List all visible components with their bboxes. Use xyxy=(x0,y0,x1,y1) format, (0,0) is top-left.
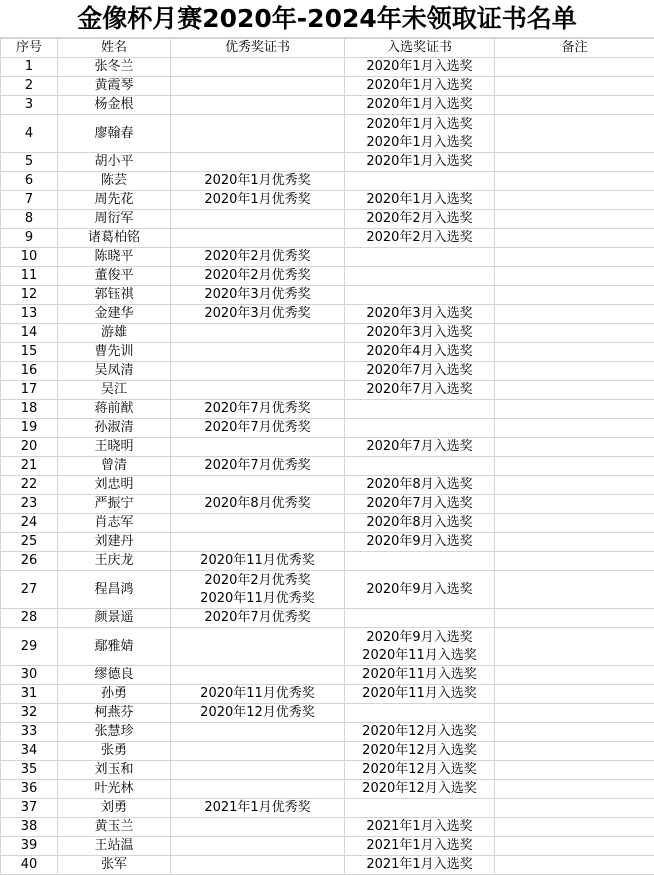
cell-name[interactable]: 刘勇 xyxy=(58,799,171,818)
cell-excellent[interactable] xyxy=(171,381,345,400)
excellent-award-text: 2020年3月优秀奖 xyxy=(204,306,311,321)
cell-selected[interactable] xyxy=(345,381,495,400)
table-row xyxy=(1,77,654,96)
cell-excellent[interactable] xyxy=(171,799,345,818)
selected-award-text: 2020年12月入选奖 xyxy=(362,781,477,796)
cell-note[interactable] xyxy=(495,685,654,704)
cell-name[interactable]: 肖志军 xyxy=(58,514,171,533)
cell-note[interactable] xyxy=(495,115,654,153)
cell-excellent[interactable] xyxy=(171,457,345,476)
cell-name[interactable]: 严振宁 xyxy=(58,495,171,514)
cell-excellent[interactable] xyxy=(171,856,345,875)
cell-note[interactable] xyxy=(495,742,654,761)
cell-no[interactable]: 3 xyxy=(1,96,58,115)
cell-no[interactable]: 32 xyxy=(1,704,58,723)
excellent-award-text: 2020年7月优秀奖 xyxy=(204,610,311,625)
cell-name[interactable]: 金建华 xyxy=(58,305,171,324)
cell-excellent[interactable] xyxy=(171,286,345,305)
cell-name[interactable]: 周先花 xyxy=(58,191,171,210)
excellent-award-text: 2020年1月优秀奖 xyxy=(204,173,311,188)
cell-name[interactable]: 张慧珍 xyxy=(58,723,171,742)
table-row xyxy=(1,229,654,248)
table-row xyxy=(1,666,654,685)
cell-selected[interactable] xyxy=(345,438,495,457)
excellent-award-text: 2020年7月优秀奖 xyxy=(204,401,311,416)
excellent-award-text: 2021年1月优秀奖 xyxy=(204,800,311,815)
cell-no[interactable]: 30 xyxy=(1,666,58,685)
cell-excellent[interactable] xyxy=(171,305,345,324)
cell-excellent[interactable] xyxy=(171,571,345,609)
cell-excellent[interactable] xyxy=(171,58,345,77)
cell-note[interactable] xyxy=(495,514,654,533)
cell-excellent[interactable] xyxy=(171,533,345,552)
excellent-award-text: 2020年3月优秀奖 xyxy=(204,287,311,302)
excellent-award-text: 2020年11月优秀奖 xyxy=(200,686,315,701)
cell-note[interactable] xyxy=(495,419,654,438)
header-cell-name[interactable]: 姓名 xyxy=(58,39,171,58)
cell-no[interactable]: 7 xyxy=(1,191,58,210)
cell-selected[interactable] xyxy=(345,457,495,476)
table-row xyxy=(1,552,654,571)
cell-note[interactable] xyxy=(495,362,654,381)
cell-note[interactable] xyxy=(495,172,654,191)
excellent-award-text: 2020年2月优秀奖 xyxy=(204,249,311,264)
cell-name[interactable]: 鄢雅婧 xyxy=(58,628,171,666)
cell-selected[interactable] xyxy=(345,514,495,533)
cell-selected[interactable] xyxy=(345,210,495,229)
cell-excellent[interactable] xyxy=(171,780,345,799)
cell-no[interactable]: 31 xyxy=(1,685,58,704)
cell-selected[interactable] xyxy=(345,153,495,172)
cell-selected[interactable] xyxy=(345,723,495,742)
table-row xyxy=(1,248,654,267)
selected-award-text: 2021年1月入选奖 xyxy=(366,857,473,872)
selected-award-text: 2020年12月入选奖 xyxy=(362,743,477,758)
cell-note[interactable] xyxy=(495,856,654,875)
cell-selected[interactable] xyxy=(345,704,495,723)
table-body xyxy=(1,58,654,875)
cell-name[interactable]: 张冬兰 xyxy=(58,58,171,77)
cell-name[interactable]: 王站温 xyxy=(58,837,171,856)
cell-name[interactable]: 颜景遥 xyxy=(58,609,171,628)
selected-award-text: 2020年9月入选奖 xyxy=(366,581,473,597)
selected-award-text: 2020年3月入选奖 xyxy=(366,325,473,340)
cell-note[interactable] xyxy=(495,704,654,723)
table-row xyxy=(1,818,654,837)
cell-excellent[interactable] xyxy=(171,96,345,115)
cell-excellent[interactable] xyxy=(171,742,345,761)
table-row xyxy=(1,115,654,153)
cell-name[interactable]: 缪德良 xyxy=(58,666,171,685)
cell-name[interactable]: 胡小平 xyxy=(58,153,171,172)
cell-selected[interactable] xyxy=(345,191,495,210)
cell-selected[interactable] xyxy=(345,666,495,685)
header-cell-note[interactable]: 备注 xyxy=(495,39,654,58)
cell-selected[interactable] xyxy=(345,856,495,875)
cell-note[interactable] xyxy=(495,229,654,248)
cell-selected[interactable] xyxy=(345,229,495,248)
cell-excellent[interactable] xyxy=(171,172,345,191)
cell-no[interactable]: 21 xyxy=(1,457,58,476)
table-row xyxy=(1,856,654,875)
cell-note[interactable] xyxy=(495,818,654,837)
cell-name[interactable]: 王晓明 xyxy=(58,438,171,457)
cell-excellent[interactable] xyxy=(171,818,345,837)
cell-selected[interactable] xyxy=(345,115,495,153)
cell-name[interactable]: 张军 xyxy=(58,856,171,875)
cell-name[interactable]: 杨金根 xyxy=(58,96,171,115)
cell-note[interactable] xyxy=(495,780,654,799)
cell-note[interactable] xyxy=(495,381,654,400)
cell-selected[interactable] xyxy=(345,761,495,780)
cell-no[interactable]: 23 xyxy=(1,495,58,514)
cell-selected[interactable] xyxy=(345,248,495,267)
cell-name[interactable]: 叶光林 xyxy=(58,780,171,799)
table-row xyxy=(1,153,654,172)
excellent-award-text: 2020年7月优秀奖 xyxy=(204,420,311,435)
cell-no[interactable]: 16 xyxy=(1,362,58,381)
cell-note[interactable] xyxy=(495,552,654,571)
cell-excellent[interactable] xyxy=(171,362,345,381)
cell-selected[interactable] xyxy=(345,780,495,799)
table-row xyxy=(1,419,654,438)
cell-selected[interactable] xyxy=(345,286,495,305)
header-row xyxy=(1,39,654,58)
selected-award-text: 2020年11月入选奖 xyxy=(362,667,477,682)
table-row xyxy=(1,628,654,666)
cell-note[interactable] xyxy=(495,153,654,172)
selected-award-text: 2020年1月入选奖 xyxy=(366,116,473,132)
cell-note[interactable] xyxy=(495,495,654,514)
table-row xyxy=(1,799,654,818)
cell-no[interactable]: 9 xyxy=(1,229,58,248)
table-row xyxy=(1,723,654,742)
table-row xyxy=(1,742,654,761)
cell-excellent[interactable] xyxy=(171,210,345,229)
cell-selected[interactable] xyxy=(345,837,495,856)
cell-selected[interactable] xyxy=(345,685,495,704)
cell-excellent[interactable] xyxy=(171,609,345,628)
cell-name[interactable]: 王庆龙 xyxy=(58,552,171,571)
cell-name[interactable]: 陈晓平 xyxy=(58,248,171,267)
cell-selected[interactable] xyxy=(345,628,495,666)
cell-excellent[interactable] xyxy=(171,248,345,267)
header-cell-no[interactable]: 序号 xyxy=(1,39,58,58)
cell-excellent[interactable] xyxy=(171,343,345,362)
cell-selected[interactable] xyxy=(345,267,495,286)
cell-excellent[interactable] xyxy=(171,514,345,533)
cell-name[interactable]: 黄霞琴 xyxy=(58,77,171,96)
cell-note[interactable] xyxy=(495,438,654,457)
cell-name[interactable]: 孙勇 xyxy=(58,685,171,704)
excellent-award-text: 2020年1月优秀奖 xyxy=(204,192,311,207)
cell-note[interactable] xyxy=(495,77,654,96)
cell-no[interactable]: 19 xyxy=(1,419,58,438)
cell-no[interactable]: 4 xyxy=(1,115,58,153)
cell-note[interactable] xyxy=(495,96,654,115)
sheet-title[interactable]: 金像杯月赛2020年-2024年未领取证书名单 xyxy=(0,0,654,38)
selected-award-text: 2020年9月入选奖 xyxy=(366,534,473,549)
cell-note[interactable] xyxy=(495,533,654,552)
table-row xyxy=(1,58,654,77)
cell-no[interactable]: 38 xyxy=(1,818,58,837)
cell-selected[interactable] xyxy=(345,58,495,77)
table-row xyxy=(1,609,654,628)
selected-award-text: 2020年7月入选奖 xyxy=(366,496,473,511)
cell-name[interactable]: 黄玉兰 xyxy=(58,818,171,837)
selected-award-text: 2020年11月入选奖 xyxy=(362,686,477,701)
cell-excellent[interactable] xyxy=(171,191,345,210)
cell-selected[interactable] xyxy=(345,324,495,343)
cell-name[interactable]: 诸葛柏铭 xyxy=(58,229,171,248)
cell-note[interactable] xyxy=(495,286,654,305)
selected-award-text: 2020年1月入选奖 xyxy=(366,154,473,169)
table-row xyxy=(1,343,654,362)
table-row xyxy=(1,476,654,495)
cell-name[interactable]: 刘玉和 xyxy=(58,761,171,780)
cell-no[interactable]: 18 xyxy=(1,400,58,419)
cell-name[interactable]: 张勇 xyxy=(58,742,171,761)
selected-award-text: 2020年1月入选奖 xyxy=(366,97,473,112)
cell-excellent[interactable] xyxy=(171,628,345,666)
cell-no[interactable]: 5 xyxy=(1,153,58,172)
cell-note[interactable] xyxy=(495,267,654,286)
cell-note[interactable] xyxy=(495,324,654,343)
cell-selected[interactable] xyxy=(345,400,495,419)
cell-excellent[interactable] xyxy=(171,476,345,495)
cell-no[interactable]: 34 xyxy=(1,742,58,761)
cell-excellent[interactable] xyxy=(171,77,345,96)
selected-award-text: 2020年7月入选奖 xyxy=(366,382,473,397)
cell-name[interactable]: 刘建丹 xyxy=(58,533,171,552)
cell-selected[interactable] xyxy=(345,172,495,191)
cell-note[interactable] xyxy=(495,210,654,229)
selected-award-text: 2020年1月入选奖 xyxy=(366,59,473,74)
cell-name[interactable]: 曾清 xyxy=(58,457,171,476)
cell-no[interactable]: 6 xyxy=(1,172,58,191)
selected-award-text: 2021年1月入选奖 xyxy=(366,838,473,853)
cell-no[interactable]: 27 xyxy=(1,571,58,609)
selected-award-text: 2020年1月入选奖 xyxy=(366,78,473,93)
selected-award-text: 2020年12月入选奖 xyxy=(362,762,477,777)
selected-award-text: 2020年2月入选奖 xyxy=(366,211,473,226)
header-cell-selected[interactable]: 入选奖证书 xyxy=(345,39,495,58)
cell-name[interactable]: 游雄 xyxy=(58,324,171,343)
cell-no[interactable]: 20 xyxy=(1,438,58,457)
cell-note[interactable] xyxy=(495,400,654,419)
cell-name[interactable]: 郭钰祺 xyxy=(58,286,171,305)
excellent-award-text: 2020年2月优秀奖 xyxy=(204,572,311,588)
cell-name[interactable]: 吴江 xyxy=(58,381,171,400)
table-row xyxy=(1,172,654,191)
cell-selected[interactable] xyxy=(345,77,495,96)
table-row xyxy=(1,495,654,514)
cell-note[interactable] xyxy=(495,837,654,856)
cell-selected[interactable] xyxy=(345,818,495,837)
table-row xyxy=(1,96,654,115)
selected-award-text: 2020年8月入选奖 xyxy=(366,515,473,530)
table-row xyxy=(1,305,654,324)
selected-award-text: 2020年7月入选奖 xyxy=(366,439,473,454)
table-row xyxy=(1,837,654,856)
cell-note[interactable] xyxy=(495,457,654,476)
cell-note[interactable] xyxy=(495,58,654,77)
cell-excellent[interactable] xyxy=(171,723,345,742)
cell-selected[interactable] xyxy=(345,495,495,514)
excellent-award-text: 2020年7月优秀奖 xyxy=(204,458,311,473)
selected-award-text: 2020年8月入选奖 xyxy=(366,477,473,492)
cell-note[interactable] xyxy=(495,476,654,495)
cell-note[interactable] xyxy=(495,305,654,324)
cell-excellent[interactable] xyxy=(171,267,345,286)
cell-no[interactable]: 2 xyxy=(1,77,58,96)
cell-selected[interactable] xyxy=(345,343,495,362)
cell-no[interactable]: 36 xyxy=(1,780,58,799)
cell-no[interactable]: 13 xyxy=(1,305,58,324)
cell-excellent[interactable] xyxy=(171,495,345,514)
cell-no[interactable]: 26 xyxy=(1,552,58,571)
cell-no[interactable]: 10 xyxy=(1,248,58,267)
cell-name[interactable]: 吴凤清 xyxy=(58,362,171,381)
table-row xyxy=(1,210,654,229)
cell-no[interactable]: 37 xyxy=(1,799,58,818)
cell-no[interactable]: 28 xyxy=(1,609,58,628)
cell-note[interactable] xyxy=(495,571,654,609)
cell-no[interactable]: 24 xyxy=(1,514,58,533)
table-row xyxy=(1,571,654,609)
table-row xyxy=(1,438,654,457)
table-row xyxy=(1,533,654,552)
cell-excellent[interactable] xyxy=(171,761,345,780)
cell-name[interactable]: 孙淑清 xyxy=(58,419,171,438)
cell-selected[interactable] xyxy=(345,742,495,761)
cell-note[interactable] xyxy=(495,666,654,685)
cell-no[interactable]: 8 xyxy=(1,210,58,229)
selected-award-text: 2020年9月入选奖 xyxy=(366,629,473,645)
table-row xyxy=(1,457,654,476)
cell-no[interactable]: 39 xyxy=(1,837,58,856)
cell-name[interactable]: 廖翰春 xyxy=(58,115,171,153)
cell-name[interactable]: 曹先训 xyxy=(58,343,171,362)
cell-note[interactable] xyxy=(495,761,654,780)
table-row xyxy=(1,780,654,799)
cell-name[interactable]: 刘忠明 xyxy=(58,476,171,495)
excellent-award-text: 2020年11月优秀奖 xyxy=(200,590,315,606)
cell-selected[interactable] xyxy=(345,609,495,628)
cell-note[interactable] xyxy=(495,343,654,362)
cell-excellent[interactable] xyxy=(171,419,345,438)
cell-excellent[interactable] xyxy=(171,324,345,343)
table-row xyxy=(1,685,654,704)
table-row xyxy=(1,362,654,381)
header-cell-excellent[interactable]: 优秀奖证书 xyxy=(171,39,345,58)
cell-name[interactable]: 柯燕芬 xyxy=(58,704,171,723)
cell-selected[interactable] xyxy=(345,552,495,571)
cell-excellent[interactable] xyxy=(171,685,345,704)
cell-no[interactable]: 12 xyxy=(1,286,58,305)
table-row xyxy=(1,267,654,286)
excellent-award-text: 2020年8月优秀奖 xyxy=(204,496,311,511)
cell-excellent[interactable] xyxy=(171,400,345,419)
selected-award-text: 2020年3月入选奖 xyxy=(366,306,473,321)
selected-award-text: 2020年7月入选奖 xyxy=(366,363,473,378)
cell-note[interactable] xyxy=(495,191,654,210)
cell-note[interactable] xyxy=(495,723,654,742)
cell-excellent[interactable] xyxy=(171,704,345,723)
cell-selected[interactable] xyxy=(345,533,495,552)
cell-selected[interactable] xyxy=(345,571,495,609)
cell-note[interactable] xyxy=(495,628,654,666)
cell-excellent[interactable] xyxy=(171,666,345,685)
cell-name[interactable]: 蒋前猷 xyxy=(58,400,171,419)
cell-name[interactable]: 董俊平 xyxy=(58,267,171,286)
cell-note[interactable] xyxy=(495,609,654,628)
selected-award-text: 2020年12月入选奖 xyxy=(362,724,477,739)
cell-selected[interactable] xyxy=(345,96,495,115)
selected-award-text: 2020年2月入选奖 xyxy=(366,230,473,245)
selected-award-text: 2020年1月入选奖 xyxy=(366,134,473,150)
cell-excellent[interactable] xyxy=(171,837,345,856)
excellent-award-text: 2020年12月优秀奖 xyxy=(200,705,315,720)
cell-excellent[interactable] xyxy=(171,552,345,571)
cell-no[interactable]: 11 xyxy=(1,267,58,286)
cell-excellent[interactable] xyxy=(171,438,345,457)
cell-selected[interactable] xyxy=(345,362,495,381)
cell-selected[interactable] xyxy=(345,476,495,495)
excellent-award-text: 2020年11月优秀奖 xyxy=(200,553,315,568)
selected-award-text: 2020年11月入选奖 xyxy=(362,647,477,663)
cell-name[interactable]: 周衍军 xyxy=(58,210,171,229)
table-row xyxy=(1,761,654,780)
cell-no[interactable]: 17 xyxy=(1,381,58,400)
cell-no[interactable]: 33 xyxy=(1,723,58,742)
selected-award-text: 2021年1月入选奖 xyxy=(366,819,473,834)
table-row xyxy=(1,191,654,210)
cell-no[interactable]: 14 xyxy=(1,324,58,343)
certificate-table xyxy=(0,38,654,875)
cell-note[interactable] xyxy=(495,799,654,818)
selected-award-text: 2020年1月入选奖 xyxy=(366,192,473,207)
cell-no[interactable]: 1 xyxy=(1,58,58,77)
excellent-award-text: 2020年2月优秀奖 xyxy=(204,268,311,283)
cell-excellent[interactable] xyxy=(171,115,345,153)
cell-no[interactable]: 40 xyxy=(1,856,58,875)
cell-no[interactable]: 15 xyxy=(1,343,58,362)
cell-selected[interactable] xyxy=(345,419,495,438)
table-row xyxy=(1,704,654,723)
cell-excellent[interactable] xyxy=(171,153,345,172)
selected-award-text: 2020年4月入选奖 xyxy=(366,344,473,359)
cell-excellent[interactable] xyxy=(171,229,345,248)
cell-name[interactable]: 程昌鸿 xyxy=(58,571,171,609)
cell-name[interactable]: 陈芸 xyxy=(58,172,171,191)
table-row xyxy=(1,400,654,419)
table-row xyxy=(1,381,654,400)
table-row xyxy=(1,324,654,343)
table-row xyxy=(1,514,654,533)
cell-no[interactable]: 22 xyxy=(1,476,58,495)
cell-note[interactable] xyxy=(495,248,654,267)
cell-no[interactable]: 35 xyxy=(1,761,58,780)
cell-selected[interactable] xyxy=(345,799,495,818)
cell-no[interactable]: 29 xyxy=(1,628,58,666)
cell-no[interactable]: 25 xyxy=(1,533,58,552)
cell-selected[interactable] xyxy=(345,305,495,324)
table-row xyxy=(1,286,654,305)
